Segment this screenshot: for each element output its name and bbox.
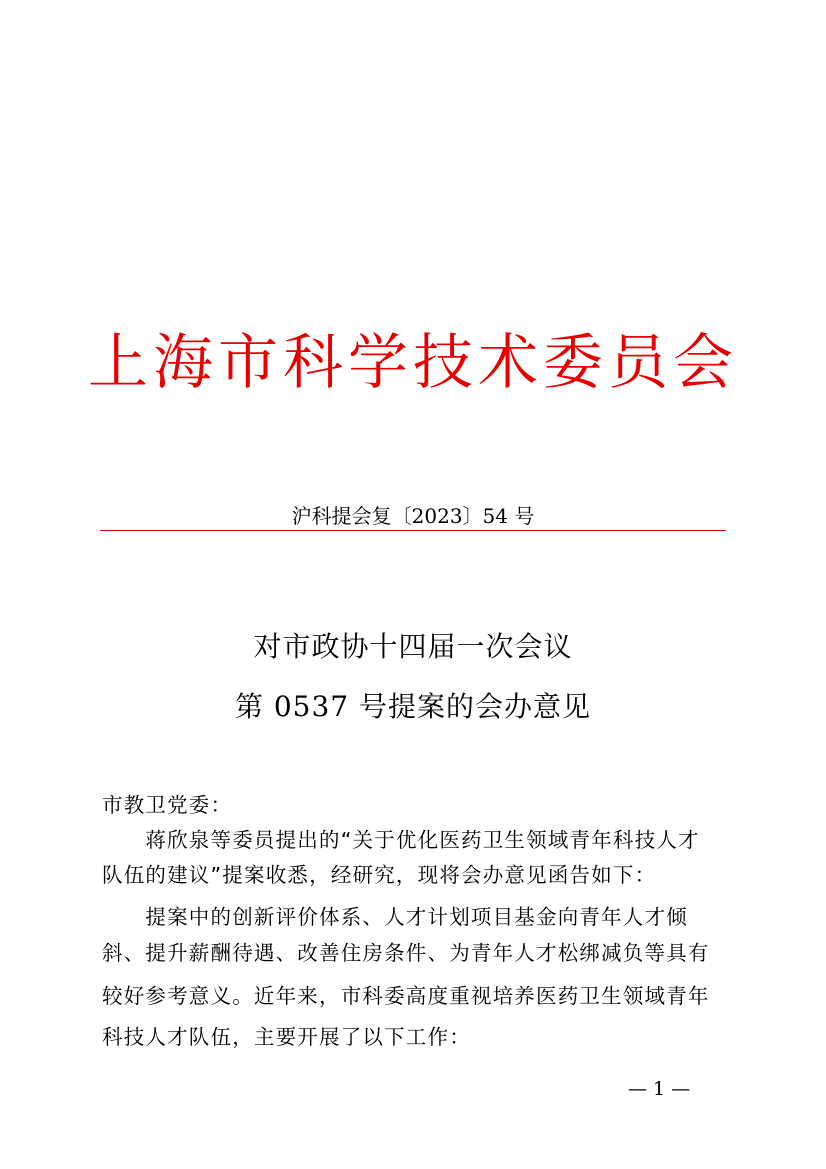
body-line: 队伍的建议”提案收悉，经研究，现将会办意见函告如下： <box>102 863 657 887</box>
title-prefix: 第 <box>234 690 274 723</box>
body-line: 斜、提升薪酬待遇、改善住房条件、为青年人才松绑减负等具有 <box>102 941 710 965</box>
document-title-line-2 <box>0 687 826 727</box>
page-number: — 1 — <box>628 1078 691 1100</box>
issuing-organization-title: 上海市科学技术委员会 <box>88 328 738 398</box>
title-suffix: 号提案的会办意见 <box>349 690 592 723</box>
body-line: 较好参考意义。近年来，市科委高度重视培养医药卫生领域青年 <box>102 984 710 1008</box>
document-number: 沪科提会复〔2023〕54 号 <box>291 504 535 528</box>
body-line: 蒋欣泉等委员提出的“关于优化医药卫生领域青年科技人才 <box>102 828 700 852</box>
body-line: 科技人才队伍，主要开展了以下工作： <box>102 1025 471 1049</box>
proposal-number: 0537 <box>273 690 350 723</box>
red-separator-line <box>100 530 726 531</box>
document-title-line-1: 对市政协十四届一次会议 <box>253 630 573 663</box>
body-line: 提案中的创新评价体系、人才计划项目基金向青年人才倾 <box>102 905 688 929</box>
salutation: 市教卫党委： <box>102 793 233 817</box>
